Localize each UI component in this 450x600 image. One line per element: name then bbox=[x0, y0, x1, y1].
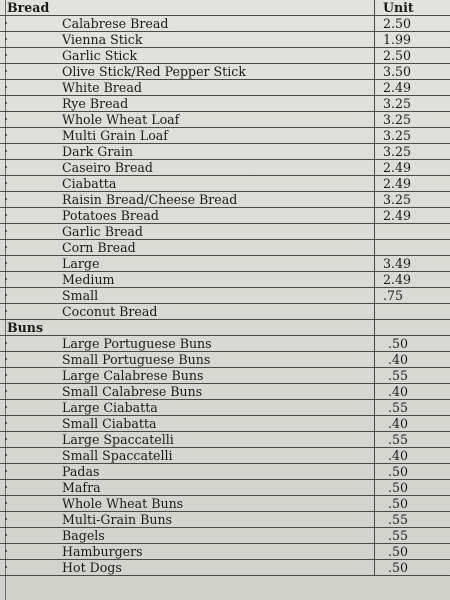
bread-item-price bbox=[374, 304, 450, 319]
row-bullet-mark bbox=[5, 182, 7, 184]
bread-item-price: 3.25 bbox=[374, 144, 450, 159]
bread-item-price: 2.50 bbox=[374, 48, 450, 63]
bread-item-price: 2.49 bbox=[374, 176, 450, 191]
bun-item-row bbox=[0, 336, 450, 352]
row-bullet-mark bbox=[5, 550, 7, 552]
bread-item-row bbox=[0, 128, 450, 144]
bread-item-row bbox=[0, 256, 450, 272]
bun-item-name: Whole Wheat Buns bbox=[62, 496, 184, 511]
bun-item-price: .50 bbox=[374, 544, 450, 559]
bun-item-row bbox=[0, 464, 450, 480]
row-bullet-mark bbox=[5, 342, 7, 344]
row-bullet-mark bbox=[5, 454, 7, 456]
bread-item-row bbox=[0, 144, 450, 160]
bread-item-name: Whole Wheat Loaf bbox=[62, 112, 180, 127]
bun-item-price: .40 bbox=[374, 352, 450, 367]
row-bullet-mark bbox=[5, 422, 7, 424]
row-bullet-mark bbox=[5, 54, 7, 56]
row-bullet-mark bbox=[5, 406, 7, 408]
bun-item-price: .40 bbox=[374, 384, 450, 399]
row-bullet-mark bbox=[5, 70, 7, 72]
bun-item-name: Hot Dogs bbox=[62, 560, 122, 575]
bun-item-name: Small Calabrese Buns bbox=[62, 384, 203, 399]
row-bullet-mark bbox=[5, 534, 7, 536]
bread-item-name: Garlic Bread bbox=[62, 224, 143, 239]
row-bullet-mark bbox=[5, 278, 7, 280]
bread-item-price: 1.99 bbox=[374, 32, 450, 47]
bun-item-name: Bagels bbox=[62, 528, 105, 543]
bread-item-name: White Bread bbox=[62, 80, 142, 95]
bread-item-row bbox=[0, 160, 450, 176]
bun-item-price: .50 bbox=[374, 464, 450, 479]
row-bullet-mark bbox=[5, 246, 7, 248]
bun-item-name: Small Portuguese Buns bbox=[62, 352, 211, 367]
buns-section-title: Buns bbox=[7, 320, 44, 335]
bun-item-price: .55 bbox=[374, 368, 450, 383]
bread-item-price: 3.25 bbox=[374, 192, 450, 207]
row-bullet-mark bbox=[5, 86, 7, 88]
bread-item-price: 3.49 bbox=[374, 256, 450, 271]
bread-section-title: Bread bbox=[7, 0, 50, 15]
row-bullet-mark bbox=[5, 518, 7, 520]
bread-item-name: Large bbox=[62, 256, 100, 271]
row-bullet-mark bbox=[5, 118, 7, 120]
bun-item-price: .55 bbox=[374, 432, 450, 447]
bun-item-row bbox=[0, 528, 450, 544]
bread-header-row bbox=[0, 0, 450, 16]
row-bullet-mark bbox=[5, 470, 7, 472]
bread-item-row bbox=[0, 304, 450, 320]
row-bullet-mark bbox=[5, 566, 7, 568]
bread-item-row bbox=[0, 16, 450, 32]
row-bullet-mark bbox=[5, 22, 7, 24]
row-bullet-mark bbox=[5, 294, 7, 296]
bread-list bbox=[0, 16, 450, 320]
bread-item-price: 2.49 bbox=[374, 160, 450, 175]
bread-item-name: Garlic Stick bbox=[62, 48, 138, 63]
bun-item-name: Padas bbox=[62, 464, 100, 479]
bun-item-row bbox=[0, 448, 450, 464]
bun-item-row bbox=[0, 368, 450, 384]
bun-item-name: Multi-Grain Buns bbox=[62, 512, 173, 527]
row-bullet-mark bbox=[5, 102, 7, 104]
bun-item-row bbox=[0, 544, 450, 560]
bun-item-price: .50 bbox=[374, 336, 450, 351]
bun-item-row bbox=[0, 512, 450, 528]
bun-item-row bbox=[0, 384, 450, 400]
bread-item-name: Caseiro Bread bbox=[62, 160, 153, 175]
row-bullet-mark bbox=[5, 38, 7, 40]
bread-item-row bbox=[0, 112, 450, 128]
bun-item-price: .55 bbox=[374, 512, 450, 527]
bun-item-row bbox=[0, 496, 450, 512]
row-bullet-mark bbox=[5, 230, 7, 232]
bread-item-name: Olive Stick/Red Pepper Stick bbox=[62, 64, 246, 79]
buns-unit-cell bbox=[374, 320, 450, 335]
bread-item-price: 3.25 bbox=[374, 128, 450, 143]
bread-item-row bbox=[0, 224, 450, 240]
row-bullet-mark bbox=[5, 486, 7, 488]
bun-item-name: Hamburgers bbox=[62, 544, 143, 559]
bun-item-name: Small Spaccatelli bbox=[62, 448, 173, 463]
bread-item-row bbox=[0, 240, 450, 256]
bread-item-name: Coconut Bread bbox=[62, 304, 158, 319]
bun-item-row bbox=[0, 352, 450, 368]
bread-item-row bbox=[0, 288, 450, 304]
bread-item-price: 3.25 bbox=[374, 112, 450, 127]
bread-item-name: Dark Grain bbox=[62, 144, 133, 159]
row-bullet-mark bbox=[5, 214, 7, 216]
row-bullet-mark bbox=[5, 198, 7, 200]
row-bullet-mark bbox=[5, 150, 7, 152]
bun-item-name: Large Spaccatelli bbox=[62, 432, 174, 447]
bread-item-row bbox=[0, 192, 450, 208]
row-bullet-mark bbox=[5, 438, 7, 440]
unit-column-header: Unit bbox=[374, 0, 450, 15]
row-bullet-mark bbox=[5, 374, 7, 376]
bun-item-price: .50 bbox=[374, 496, 450, 511]
bread-item-name: Ciabatta bbox=[62, 176, 117, 191]
bun-item-row bbox=[0, 560, 450, 576]
bun-item-price: .55 bbox=[374, 400, 450, 415]
buns-list bbox=[0, 336, 450, 576]
bread-item-name: Calabrese Bread bbox=[62, 16, 169, 31]
bun-item-row bbox=[0, 416, 450, 432]
row-bullet-mark bbox=[5, 310, 7, 312]
bread-item-row bbox=[0, 80, 450, 96]
bun-item-price: .50 bbox=[374, 560, 450, 575]
bread-item-name: Small bbox=[62, 288, 99, 303]
bread-item-row bbox=[0, 32, 450, 48]
row-bullet-mark bbox=[5, 358, 7, 360]
bun-item-name: Large Calabrese Buns bbox=[62, 368, 204, 383]
bun-item-price: .40 bbox=[374, 416, 450, 431]
bread-item-price: 2.49 bbox=[374, 80, 450, 95]
bread-item-price bbox=[374, 224, 450, 239]
bun-item-name: Large Ciabatta bbox=[62, 400, 158, 415]
bread-item-row bbox=[0, 48, 450, 64]
bun-item-row bbox=[0, 400, 450, 416]
bread-item-row bbox=[0, 176, 450, 192]
bun-item-name: Mafra bbox=[62, 480, 101, 495]
row-bullet-mark bbox=[5, 166, 7, 168]
row-bullet-mark bbox=[5, 134, 7, 136]
bun-item-price: .40 bbox=[374, 448, 450, 463]
bun-item-name: Small Ciabatta bbox=[62, 416, 157, 431]
bread-item-row bbox=[0, 96, 450, 112]
bread-item-row bbox=[0, 208, 450, 224]
bread-item-row bbox=[0, 272, 450, 288]
bread-item-name: Corn Bread bbox=[62, 240, 136, 255]
bun-item-price: .55 bbox=[374, 528, 450, 543]
bread-item-price: 3.25 bbox=[374, 96, 450, 111]
row-bullet-mark bbox=[5, 262, 7, 264]
row-bullet-mark bbox=[5, 390, 7, 392]
bread-item-price: 2.49 bbox=[374, 208, 450, 223]
bread-item-price: 2.50 bbox=[374, 16, 450, 31]
bread-item-price: .75 bbox=[374, 288, 450, 303]
bread-item-name: Rye Bread bbox=[62, 96, 129, 111]
bun-item-row bbox=[0, 432, 450, 448]
bread-item-name: Vienna Stick bbox=[62, 32, 143, 47]
bun-item-row bbox=[0, 480, 450, 496]
bread-item-row bbox=[0, 64, 450, 80]
bread-item-name: Potatoes Bread bbox=[62, 208, 159, 223]
bread-item-name: Raisin Bread/Cheese Bread bbox=[62, 192, 238, 207]
bread-item-name: Multi Grain Loaf bbox=[62, 128, 168, 143]
buns-header-row bbox=[0, 320, 450, 336]
bun-item-price: .50 bbox=[374, 480, 450, 495]
bun-item-name: Large Portuguese Buns bbox=[62, 336, 212, 351]
bread-item-name: Medium bbox=[62, 272, 115, 287]
bread-item-price: 2.49 bbox=[374, 272, 450, 287]
bread-item-price bbox=[374, 240, 450, 255]
bread-item-price: 3.50 bbox=[374, 64, 450, 79]
row-bullet-mark bbox=[5, 502, 7, 504]
